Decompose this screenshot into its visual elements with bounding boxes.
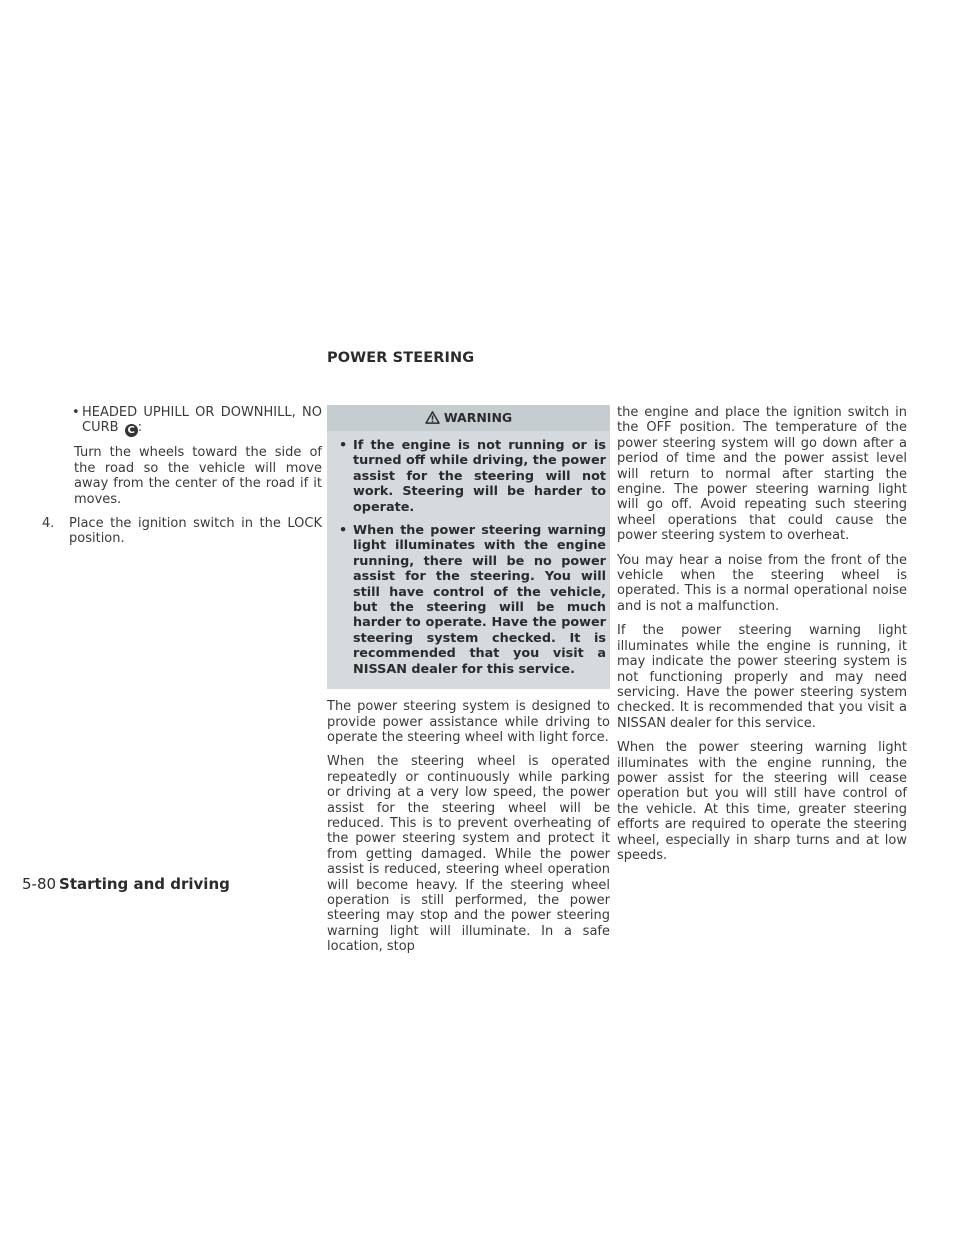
curb-c-icon: C xyxy=(125,424,138,437)
footer-section-name: Starting and driving xyxy=(59,875,230,893)
column-1 xyxy=(22,405,322,547)
paragraph: When the steering wheel is operated repeatedly or continuously while parking or driving at a very low speed, the power assist for the steering wheel will be reduced. This is to prevent overheating of the power steering system and protect it from getting damaged. While the power assist is reduced, steering wheel operation will become heavy. If the steering wheel operation is still performed, the power steering may stop and the power steering warning light will illuminate. In a safe location, stop xyxy=(327,754,610,955)
page-number: 5-80 xyxy=(22,875,57,893)
warning-box xyxy=(327,405,610,689)
warning-item xyxy=(331,438,606,515)
bullet-marker: • xyxy=(72,405,80,420)
bullet-text-suffix: : xyxy=(137,420,143,436)
paragraph: The power steering system is designed to provide power assistance while driving to operate the steering wheel with light force. xyxy=(327,699,610,745)
warning-item-text: If the engine is not running or is turned off while driving, the power assist for the steering will not work. Steering will be harder to operate. xyxy=(353,438,606,515)
step-4 xyxy=(22,516,322,547)
warning-bullet: • xyxy=(339,438,348,453)
paragraph: the engine and place the ignition switch in the OFF position. The temperature of the power steering system will go down after a period of time and the power assist level will return to normal after starting the engine. The power steering warning light will go off. Avoid repeating such steering wheel operations that could cause the power steering system to overheat. xyxy=(617,405,907,544)
turn-wheels-paragraph: Turn the wheels toward the side of the road so the vehicle will move away from the center of the road if it moves. xyxy=(74,445,322,507)
warning-item-text: When the power steering warning light illuminates with the engine running, there will be no power assist for the steering. You will still have control of the vehicle, but the steering will be much harder to operate. Have the power steering system checked. It is recommended that you visit a NISSAN dealer for this service. xyxy=(353,523,606,677)
paragraph: You may hear a noise from the front of the vehicle when the steering wheel is operated. This is a normal operational noise and is not a malfunction. xyxy=(617,552,907,614)
warning-title: WARNING xyxy=(443,410,513,425)
warning-bullet: • xyxy=(339,523,348,539)
column-2 xyxy=(327,405,610,964)
step-text: Place the ignition switch in the LOCK position. xyxy=(69,516,322,547)
page-footer xyxy=(22,877,230,892)
column-3 xyxy=(617,405,907,872)
warning-header xyxy=(327,405,610,431)
warning-body xyxy=(327,431,610,689)
warning-item xyxy=(331,523,606,677)
step-number: 4. xyxy=(42,516,55,532)
bullet-item xyxy=(22,405,322,437)
warning-triangle-icon xyxy=(425,411,440,424)
section-title: POWER STEERING xyxy=(327,350,475,366)
paragraph: When the power steering warning light illuminates with the engine running, the power assist for the steering will cease operation but you will still have control of the vehicle. At this time, greater steering efforts are required to operate the steering wheel, especially in sharp turns and at low speeds. xyxy=(617,740,907,863)
bullet-text-prefix: HEADED UPHILL OR DOWNHILL, NO CURB xyxy=(82,405,322,436)
paragraph: If the power steering warning light illuminates while the engine is running, it may indicate the power steering system is not functioning properly and may need servicing. Have the power steering system checked. It is recommended that you visit a NISSAN dealer for this service. xyxy=(617,623,907,731)
